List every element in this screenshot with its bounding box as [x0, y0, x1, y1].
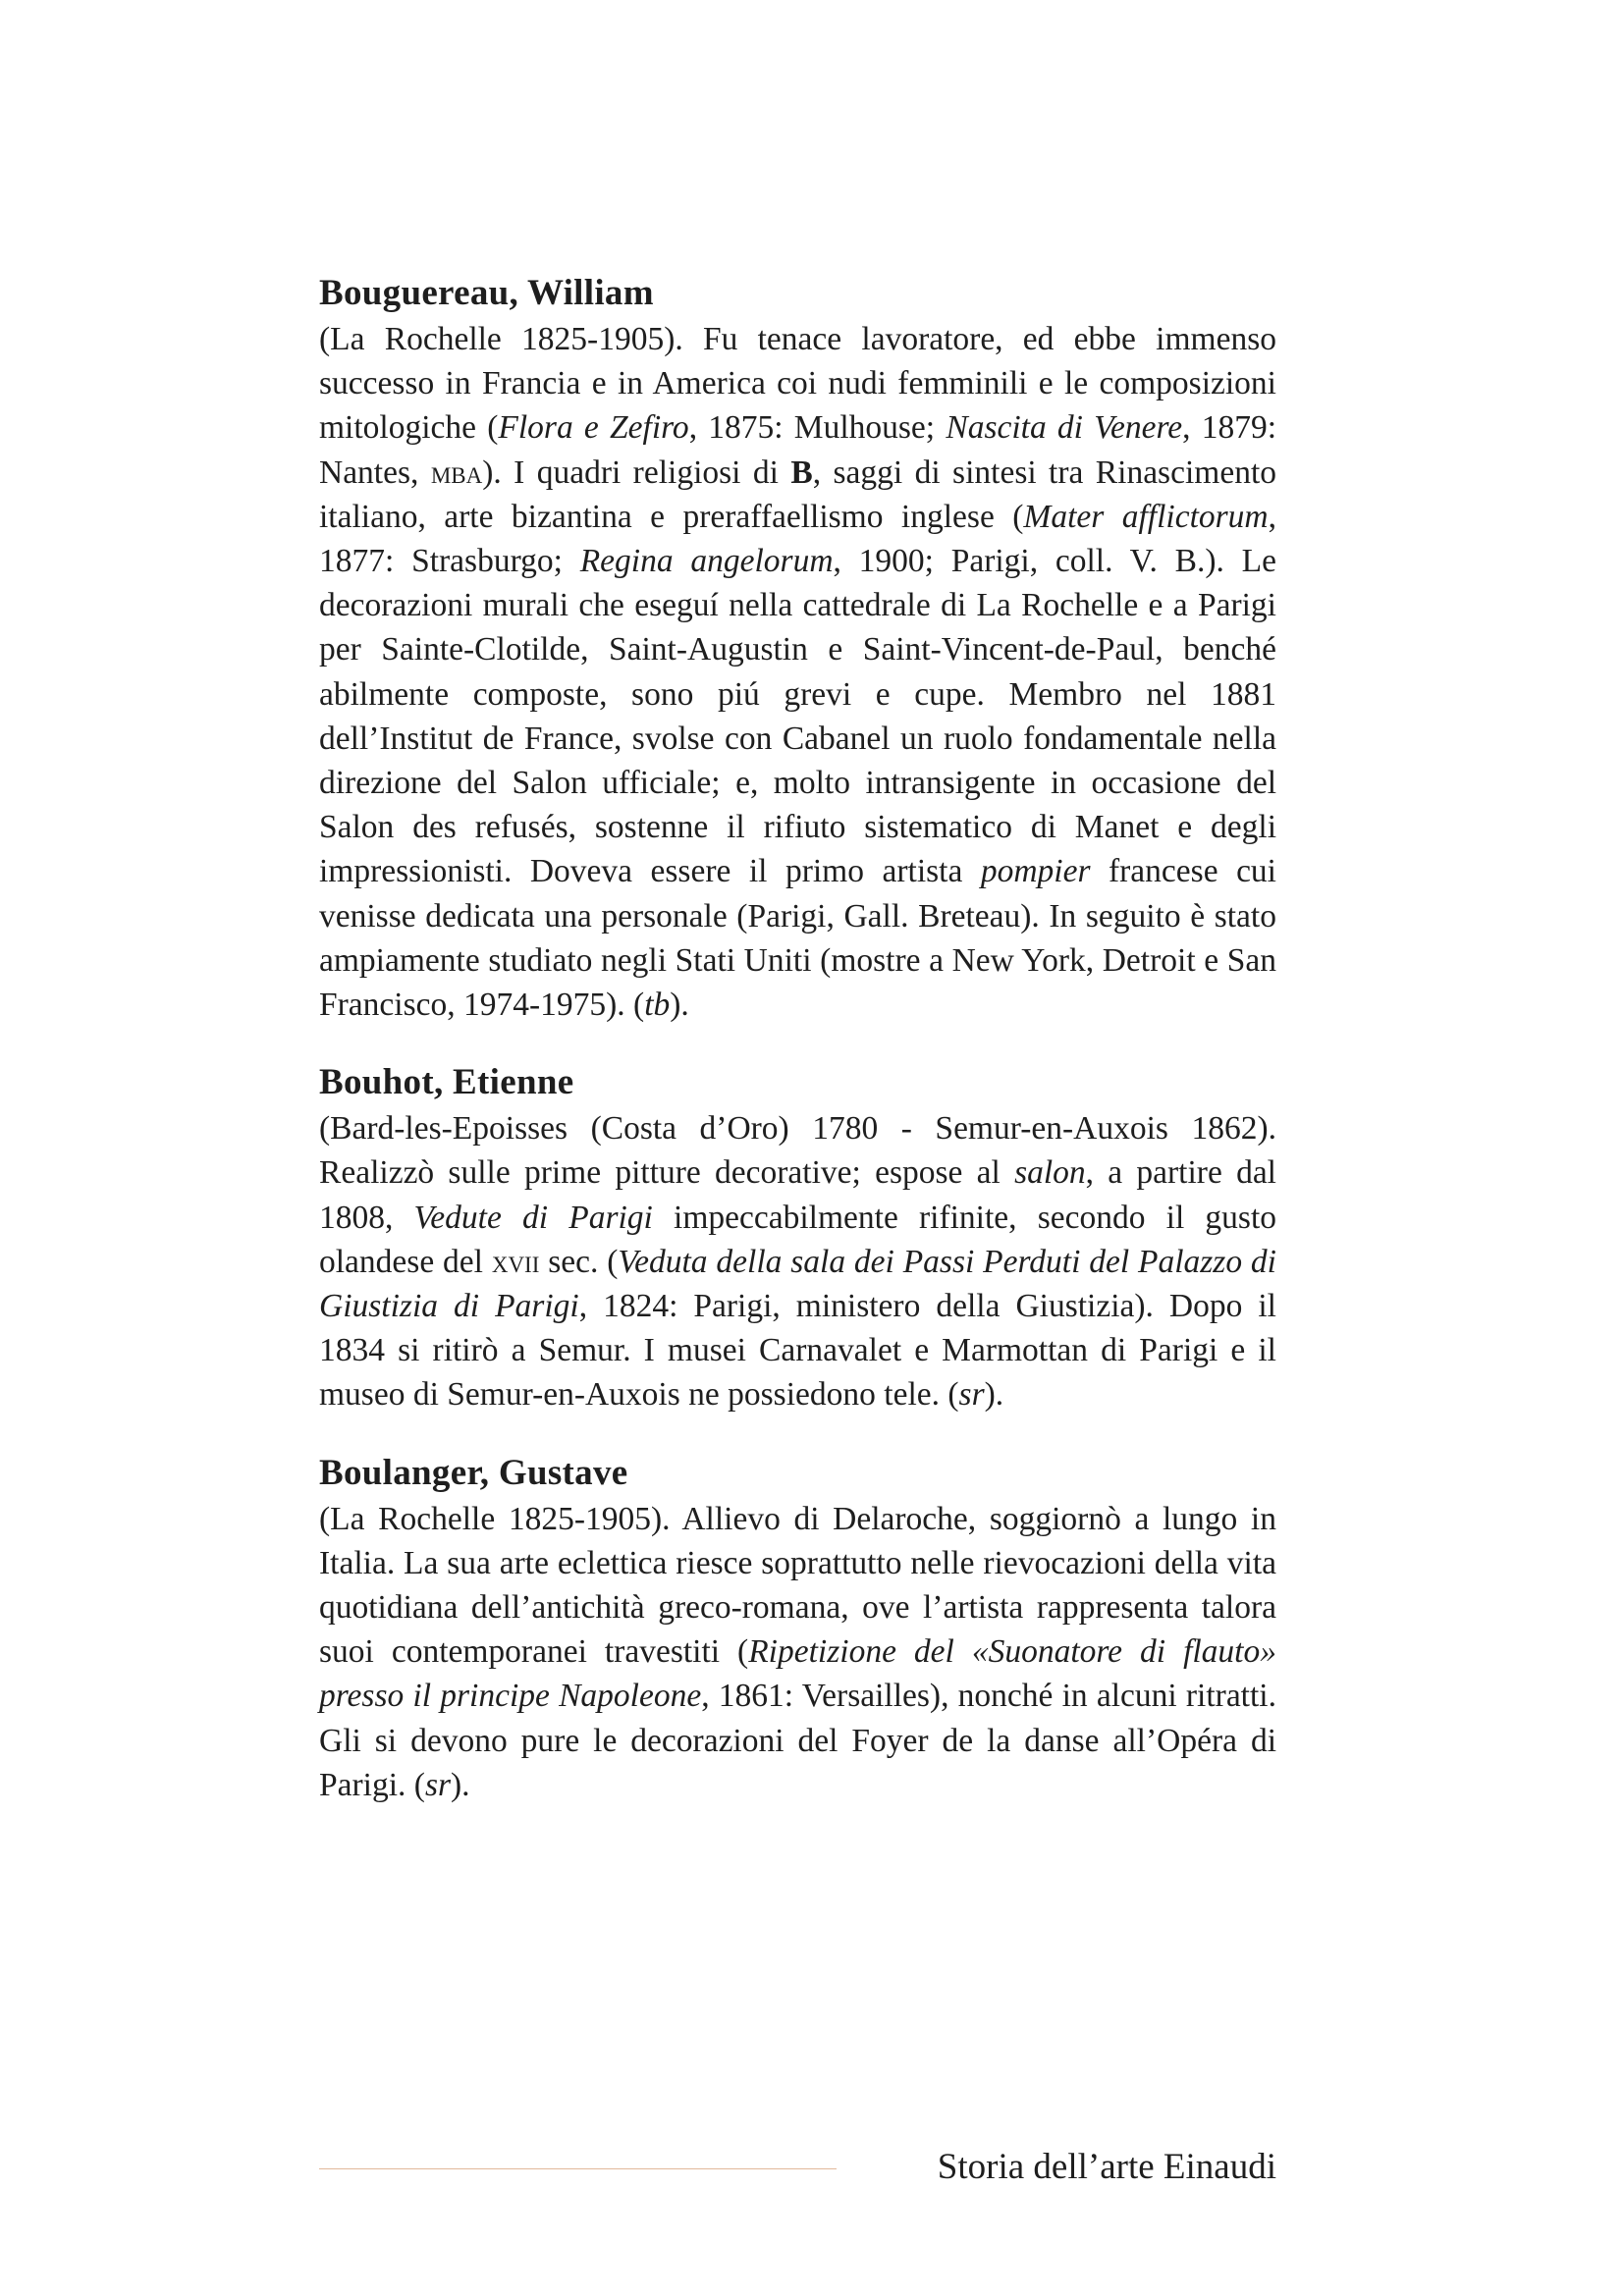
italic-run: Nascita di Venere	[946, 409, 1183, 447]
italic-run: Ripetizione del «Suonatore di flauto» presso il principe Napoleone	[319, 1633, 1276, 1715]
footer-publisher: Storia dell’arte Einaudi	[937, 2147, 1276, 2187]
entry-boulanger	[319, 1450, 1276, 1807]
footer-divider	[319, 2168, 837, 2169]
entry-title: Bouguereau, William	[319, 273, 654, 313]
entry-body: (Bard-les-Epoisses (Costa d’Oro) 1780 - Semur-en-Auxois 1862). Realizzò sulle prime pitture decorative; espose al salon, a partire dal 1808, Vedute di Parigi impeccabilmente rifinite, secondo il gusto olandese del xvii sec. (Veduta della sala dei Passi Perduti del Palazzo di Giustizia di Parigi, 1824: Parigi, ministero della Giustizia). Dopo il 1834 si ritirò a Semur. I musei Carnavalet e Marmottan di Parigi e il museo di Semur-en-Auxois ne possiedono tele. (sr).	[319, 1110, 1277, 1414]
bold-run: B	[790, 454, 813, 491]
italic-run: Mater afflictorum	[1023, 498, 1269, 535]
italic-run: tb	[644, 987, 671, 1024]
italic-run: Veduta della sala dei Passi Perduti del Palazzo di Giustizia di Parigi	[319, 1243, 1276, 1325]
small-caps-run: xvii	[491, 1243, 540, 1280]
page-footer	[319, 2143, 1276, 2192]
entry-body: (La Rochelle 1825-1905). Fu tenace lavoratore, ed ebbe immenso successo in Francia e in America coi nudi femminili e le composizioni mitologiche (Flora e Zefiro, 1875: Mulhouse; Nascita di Venere, 1879: Nantes, mba). I quadri religiosi di B, saggi di sintesi tra Rinascimento italiano, arte bizantina e preraffaellismo inglese (Mater afflictorum, 1877: Strasburgo; Regina angelorum, 1900; Parigi, coll. V. B.). Le decorazioni murali che eseguí nella cattedrale di La Rochelle e a Parigi per Sainte-Clotilde, Saint-Augustin e Saint-Vincent-de-Paul, benché abilmente composte, sono piú grevi e cupe. Membro nel 1881 dell’Institut de France, svolse con Cabanel un ruolo fondamentale nella direzione del Salon ufficiale; e, molto intransigente in occasione del Salon des refusés, sostenne il rifiuto sistematico di Manet e degli impressionisti. Doveva essere il primo artista pompier francese cui venisse dedicata una personale (Parigi, Gall. Breteau). In seguito è stato ampiamente studiato negli Stati Uniti (mostre a New York, Detroit e San Francisco, 1974-1975). (tb).	[319, 321, 1277, 1024]
italic-run: Flora e Zefiro	[498, 409, 689, 447]
small-caps-run: mba	[430, 454, 483, 491]
italic-run: sr	[958, 1376, 985, 1414]
italic-run: salon	[1014, 1154, 1086, 1192]
italic-run: sr	[424, 1766, 452, 1803]
entry-title: Bouhot, Etienne	[319, 1062, 574, 1103]
entry-title: Boulanger, Gustave	[319, 1452, 628, 1493]
entry-bouguereau	[319, 270, 1276, 1027]
entry-bouhot	[319, 1059, 1276, 1416]
italic-run: Regina angelorum	[579, 543, 834, 580]
entry-body: (La Rochelle 1825-1905). Allievo di Delaroche, soggiornò a lungo in Italia. La sua arte eclettica riesce soprattutto nelle rievocazioni della vita quotidiana dell’antichità greco-romana, ove l’artista rappresenta talora suoi contemporanei travestiti (Ripetizione del «Suonatore di flauto» presso il principe Napoleone, 1861: Versailles), nonché in alcuni ritratti. Gli si devono pure le decorazioni del Foyer de la danse all’Opéra di Parigi. (sr).	[319, 1500, 1276, 1803]
document-page	[319, 270, 1276, 1840]
italic-run: Vedute di Parigi	[413, 1199, 653, 1236]
italic-run: pompier	[980, 853, 1091, 890]
